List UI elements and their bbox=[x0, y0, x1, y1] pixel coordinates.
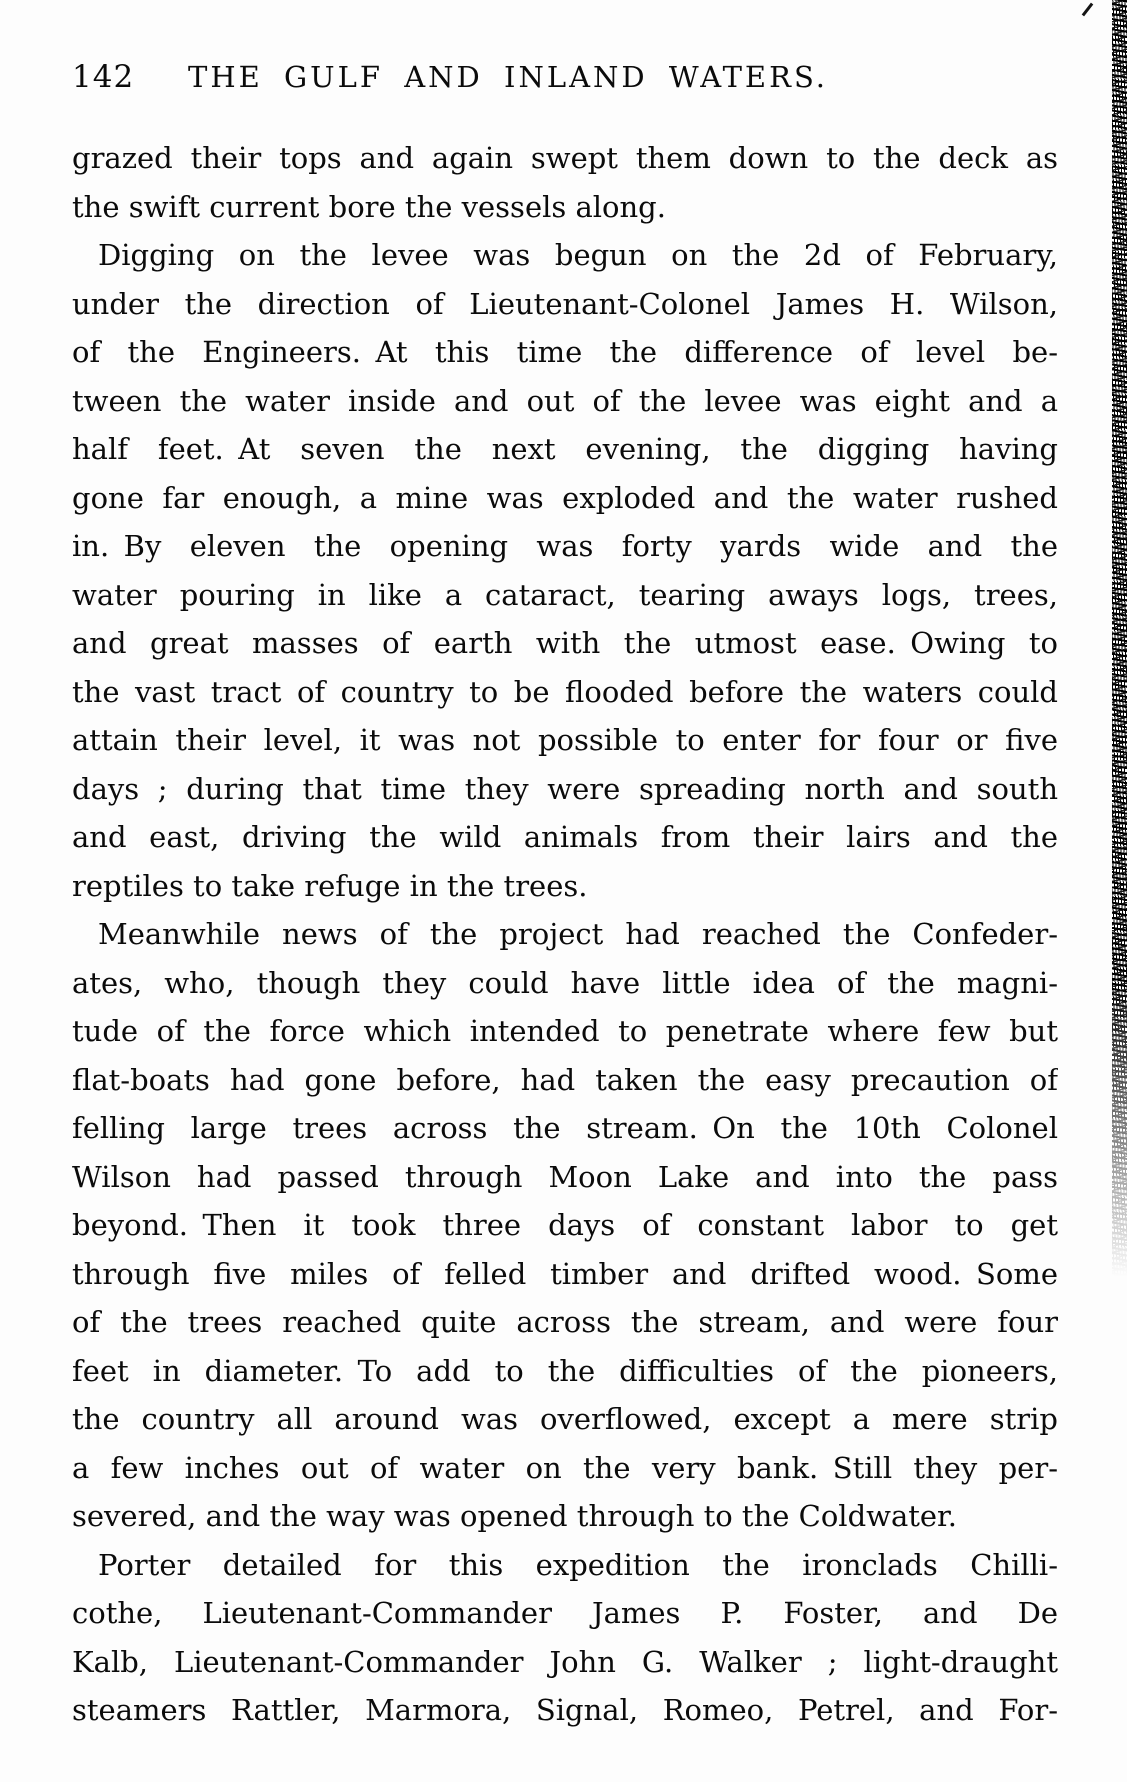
text-line: and great masses of earth with the utmost ease. Owing to bbox=[72, 626, 1058, 660]
text-line: tude of the force which intended to penetrate where few but bbox=[72, 1014, 1058, 1048]
text-line: through five miles of felled timber and drifted wood. Some bbox=[72, 1256, 1058, 1291]
running-title: THE GULF AND INLAND WATERS. bbox=[187, 60, 828, 94]
text-line: half feet. At seven the next evening, the digging having bbox=[72, 432, 1058, 466]
scan-tick-artifact bbox=[1082, 3, 1094, 17]
text-line: Wilson had passed through Moon Lake and into the pass bbox=[72, 1159, 1058, 1194]
text-line: reptiles to take refuge in the trees. bbox=[72, 868, 588, 903]
text-line: in. By eleven the opening was forty yards wide and the bbox=[72, 529, 1058, 563]
text-line: the vast tract of country to be flooded before the waters could bbox=[72, 674, 1058, 709]
text-line: feet in diameter. To add to the difficulties of the pioneers, bbox=[72, 1353, 1058, 1388]
text-line: a few inches out of water on the very bank. Still they per- bbox=[72, 1450, 1058, 1485]
text-line: water pouring in like a cataract, tearing aways logs, trees, bbox=[72, 577, 1058, 612]
text-line: ates, who, though they could have little idea of the magni- bbox=[72, 965, 1058, 1000]
text-line: flat-boats had gone before, had taken the easy precaution of bbox=[72, 1062, 1058, 1097]
text-line: grazed their tops and again swept them down to the deck as bbox=[72, 141, 1058, 175]
text-line: severed, and the way was opened through to the Coldwater. bbox=[72, 1499, 957, 1533]
text-line: the country all around was overflowed, except a mere strip bbox=[72, 1402, 1058, 1436]
text-line: attain their level, it was not possible to enter for four or five bbox=[72, 723, 1058, 757]
text-line: days ; during that time they were spreading north and south bbox=[72, 771, 1058, 806]
page-number: 142 bbox=[72, 59, 135, 95]
text-line: tween the water inside and out of the levee was eight and a bbox=[72, 383, 1058, 418]
text-line: cothe, Lieutenant-Commander James P. Foster, and De bbox=[72, 1596, 1058, 1630]
text-line: under the direction of Lieutenant-Colonel James H. Wilson, bbox=[72, 286, 1058, 321]
text-line: felling large trees across the stream. On the 10th Colonel bbox=[72, 1111, 1058, 1145]
text-line: Kalb, Lieutenant-Commander John G. Walker ; light-draught bbox=[72, 1644, 1058, 1679]
text-line: Digging on the levee was begun on the 2d of February, bbox=[98, 238, 1058, 272]
text-line: Meanwhile news of the project had reached the Confeder- bbox=[98, 917, 1058, 951]
text-line: Porter detailed for this expedition the ironclads Chilli- bbox=[98, 1547, 1058, 1582]
text-line: of the trees reached quite across the stream, and were four bbox=[72, 1305, 1058, 1339]
text-line: steamers Rattler, Marmora, Signal, Romeo, Petrel, and For- bbox=[72, 1693, 1058, 1727]
text-line: the swift current bore the vessels along. bbox=[72, 189, 666, 224]
scan-noise-strip bbox=[1112, 0, 1127, 1330]
text-block bbox=[72, 134, 1058, 1735]
text-line: beyond. Then it took three days of constant labor to get bbox=[72, 1208, 1058, 1242]
page-header bbox=[72, 58, 1058, 98]
text-line: and east, driving the wild animals from their lairs and the bbox=[72, 820, 1058, 854]
text-line: of the Engineers. At this time the difference of level be- bbox=[72, 335, 1058, 369]
text-line: gone far enough, a mine was exploded and the water rushed bbox=[72, 480, 1058, 515]
